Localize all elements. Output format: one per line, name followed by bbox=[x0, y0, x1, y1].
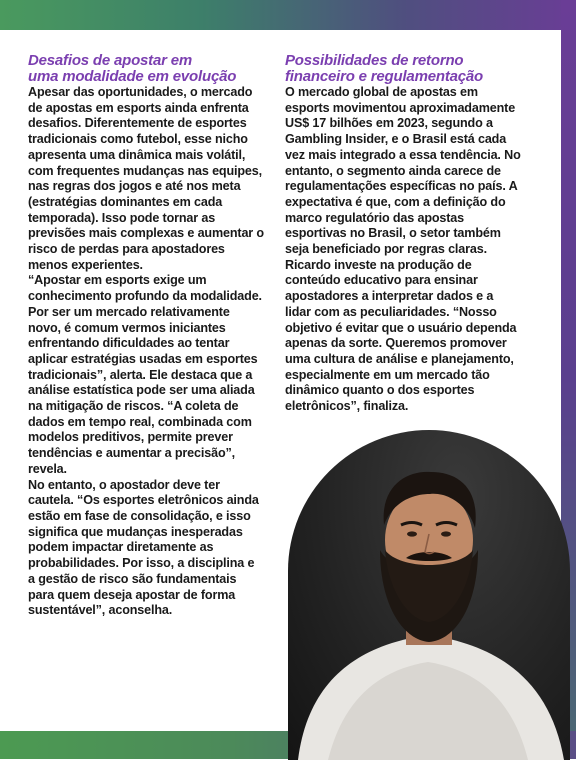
left-paragraph-3: No entanto, o apostador deve ter cautela. “Os esportes eletrônicos ainda estão em fase de consolidação, e isso significa que mudanças inesperadas podem impactar diretamente as probabilidades. Por isso, a disciplina e a gestão de risco são fundamentais para quem deseja apostar de forma sustentável”, aconselha. bbox=[28, 477, 259, 618]
portrait-illustration bbox=[288, 430, 570, 760]
left-heading-line2: uma modalidade em evolução bbox=[28, 67, 237, 85]
right-paragraph-2: Ricardo investe na produção de conteúdo educativo para ensinar apostadores a interpretar dados e a lidar com as peculiaridades. “Nosso objetivo é evitar que o usuário dependa apenas da sorte. Queremos promover uma cultura de análise e planejamento, especialmente em um mercado tão dinâmico quanto o dos esportes eletrônicos”, finaliza. bbox=[285, 257, 517, 414]
portrait-photo bbox=[288, 430, 570, 760]
left-heading bbox=[28, 53, 264, 84]
left-heading-line1: Desafios de apostar em bbox=[28, 52, 192, 69]
right-paragraph-1: O mercado global de apostas em esports movimentou aproximadamente US$ 17 bilhões em 2023, segundo a Gambling Insider, e o Brasil está cada vez mais integrado a essa tendência. No entanto, o segmento ainda carece de regulamentações específicas no país. A expectativa é que, com a definição do marco regulatório das apostas esportivas no Brasil, o setor também seja beneficiado por regras claras. bbox=[285, 85, 521, 257]
top-border bbox=[0, 0, 576, 30]
left-paragraph-2: “Apostar em esports exige um conhecimento profundo da modalidade. Por ser um mercado relativamente novo, é comum vermos iniciantes enfrentando dificuldades ao tentar aplicar estratégias usadas em esportes tradicionais”, alerta. Ele destaca que a análise estatística pode ser uma aliada na mitigação de riscos. “A coleta de dados em tempo real, combinada com modelos preditivos, permite prever tendências e aumentar a precisão”, revela. bbox=[28, 273, 262, 476]
left-column bbox=[28, 53, 264, 619]
right-column bbox=[285, 53, 521, 415]
right-heading bbox=[285, 53, 521, 84]
right-heading-line2: financeiro e regulamentação bbox=[285, 67, 484, 85]
right-heading-line1: Possibilidades de retorno bbox=[285, 52, 464, 69]
left-paragraph-1: Apesar das oportunidades, o mercado de apostas em esports ainda enfrenta desafios. Diferentemente de esportes tradicionais como futebol, esse nicho apresenta uma dinâmica mais volátil, com frequentes mudanças nas equipes, nas regras dos jogos e até nos meta (estratégias dominantes em cada temporada). Isso pode tornar as previsões mais complexas e aumentar o risco de perdas para apostadores menos experientes. bbox=[28, 85, 264, 272]
